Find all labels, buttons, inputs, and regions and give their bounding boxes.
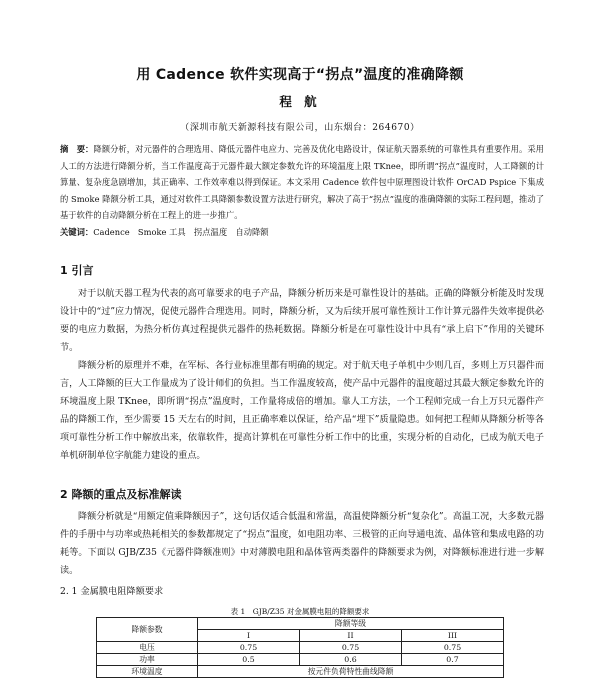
table-level-cell: II xyxy=(300,630,402,642)
keywords-block xyxy=(60,226,544,238)
table-level-cell: I xyxy=(198,630,300,642)
section-heading-intro: 1 引言 xyxy=(60,264,94,277)
table-level-cell: III xyxy=(402,630,504,642)
table-cell-note: 按元件负荷特性曲线降额 xyxy=(198,666,504,678)
abstract-label: 摘 要： xyxy=(60,144,94,154)
table-row xyxy=(97,654,504,666)
table-cell: 0.75 xyxy=(300,642,402,654)
table-row xyxy=(97,642,504,654)
table-cell: 0.5 xyxy=(198,654,300,666)
paper-title: 用 Cadence 软件实现高于“拐点”温度的准确降额 xyxy=(136,67,464,83)
abstract-block xyxy=(60,141,544,224)
abstract-text: 降额分析，对元器件的合理选用、降低元器件电应力、完善及优化电路设计，保证航天器系统的可靠性具有重要作用。采用人工的方法进行降额分析，当工作温度高于元器件最大额定参数允许的环境温度上限 TKnee，即所谓“拐点”温度时，人工降额的计算量、复杂度急剧增加，其正确率、工作效率难以得到保证。本文采用 Cadence 软件包中原理图设计软件 OrCAD Pspice 下集成的 Smoke 降额分析工具，通过对软件工具降额参数设置方法进行研究，解决了高于“拐点”温度的准确降额的实际工程问题，推动了基于软件的自动降额分析在工程上的进一步推广。 xyxy=(60,144,544,220)
table-cell-param: 电压 xyxy=(97,642,198,654)
derating-table xyxy=(96,617,504,678)
subsection-heading-film-resistor: 2. 1 金属膜电阻降额要求 xyxy=(60,586,164,597)
table-level-header: 降额等级 xyxy=(198,618,504,630)
table-row xyxy=(97,666,504,678)
section-heading-derating: 2 降额的重点及标准解读 xyxy=(60,488,182,501)
table-cell: 0.75 xyxy=(402,642,504,654)
intro-paragraph-1: 对于以航天器工程为代表的高可靠要求的电子产品，降额分析历来是可靠性设计的基础。正确的降额分析能及时发现设计中的“过”应力情况，促使元器件合理选用。同时，降额分析，又为后续开展可靠性预计工作计算元器件失效率提供必要的电应力数据，为热分析仿真过程提供元器件的热耗数据。降额分析是在可靠性设计中具有“承上启下”作用的关键环节。 xyxy=(60,289,544,354)
table-cell-param: 功率 xyxy=(97,654,198,666)
keywords-text: Cadence Smoke 工具 拐点温度 自动降额 xyxy=(93,227,269,237)
intro-paragraph-2: 降额分析的原理并不难，在军标、各行业标准里都有明确的规定。对于航天电子单机中少则几百，多则上万只器件而言，人工降额的巨大工作量成为了设计师们的负担。当工作温度较高，使产品中元器件的温度超过其最大额定参数允许的环境温度上限 TKnee，即所谓“拐点”温度时，工作量将成倍的增加。靠人工方法，一个工程师完成一台上万只元器件产品的降额工作，至少需要 15 天左右的时间，且正确率难以保证，给产品“埋下”质量隐患。如何把工程师从降额分析等各项可靠性分析工作中解放出来，依靠软件，提高计算机在可靠性分析工作中的比重，实现分析的自动化，已成为航天电子单机研制单位字航能力建设的重点。 xyxy=(60,361,544,462)
table-cell: 0.75 xyxy=(198,642,300,654)
paper-affiliation: （深圳市航天新源科技有限公司，山东烟台：264670） xyxy=(180,123,420,133)
table-cell: 0.6 xyxy=(300,654,402,666)
table-cell-param: 环境温度 xyxy=(97,666,198,678)
derating-paragraph-1: 降额分析就是“用额定值乘降额因子”，这句话仅适合低温和常温，高温使降额分析“复杂化”。高温工况，大多数元器件的手册中与功率或热耗相关的参数都规定了“拐点”温度，如电阻功率、三极管的正向导通电流、晶体管和集成电路的功耗等。下面以 GJB/Z35《元器件降额准则》中对薄膜电阻和晶体管两类器件的降额要求为例，对降额标准进行进一步解读。 xyxy=(60,512,544,577)
keywords-label: 关键词： xyxy=(60,227,94,237)
table-caption: 表 1 GJB/Z35 对金属膜电阻的降额要求 xyxy=(230,607,370,616)
table-param-header: 降额参数 xyxy=(97,618,198,642)
table-cell: 0.7 xyxy=(402,654,504,666)
paper-author: 程 航 xyxy=(279,94,321,109)
table-header-row xyxy=(97,618,504,630)
